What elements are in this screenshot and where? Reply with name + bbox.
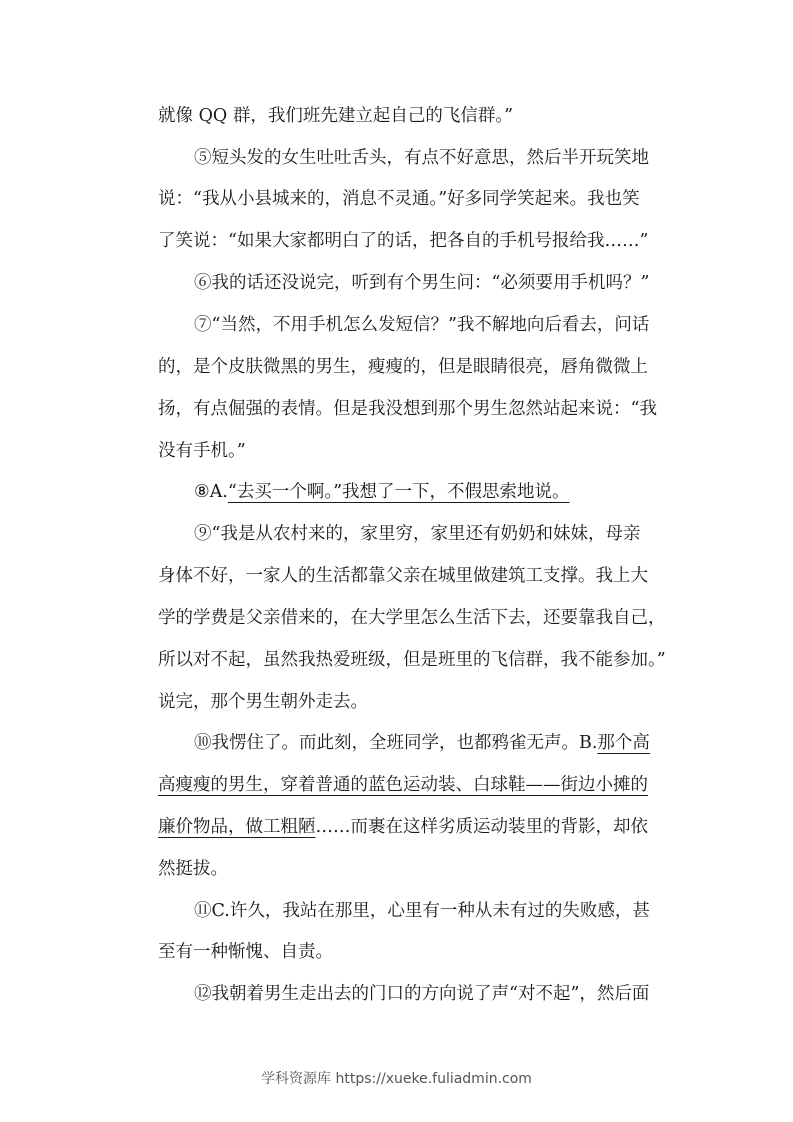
- paragraph-7-line-4: 没有手机。”: [158, 441, 246, 461]
- paragraph-9-line-3: 学的学费是父亲借来的，在大学里怎么生活下去，还要靠我自己，: [158, 608, 666, 628]
- underlined-sentence-b-start: 那个高: [597, 733, 650, 753]
- paragraph-5-line-2: 说：“我从小县城来的，消息不灵通。”好多同学笑起来。我也笑: [158, 189, 640, 209]
- paragraph-9-line-2: 身体不好，一家人的生活都靠父亲在城里做建筑工支撑。我上大: [158, 566, 648, 586]
- paragraph-10-line-4: 然挺拔。: [158, 859, 228, 879]
- paragraph-11-line-2: 至有一种惭愧、自责。: [158, 942, 333, 962]
- underlined-sentence-b-end: 廉价物品，做工粗陋: [158, 817, 316, 837]
- paragraph-10-line-1: [194, 728, 678, 758]
- paragraph-7-line-1: ⑦“当然，不用手机怎么发短信？”我不解地向后看去，问话: [194, 315, 650, 335]
- paragraph-10-continuation: ……而裹在这样劣质运动装里的背影，却依: [315, 817, 648, 837]
- paragraph-12-line-1: ⑫我朝着男生走出去的门口的方向说了声“对不起”，然后面: [194, 984, 650, 1004]
- paragraph-9-line-1: ⑨“我是从农村来的，家里穷，家里还有奶奶和妹妹，母亲: [194, 524, 641, 544]
- paragraph-7-line-3: 扬，有点倔强的表情。但是我没想到那个男生忽然站起来说：“我: [158, 399, 657, 419]
- paragraph-11-line-1: ⑪C.许久，我站在那里，心里有一种从未有过的失败感，甚: [194, 901, 650, 921]
- underlined-sentence-b-middle: 高瘦瘦的男生，穿着普通的蓝色运动装、白球鞋——街边小摊的: [158, 775, 648, 795]
- paragraph-10-text: ⑩我愣住了。而此刻，全班同学，也都鸦雀无声。B.: [194, 733, 598, 753]
- question-marker-a: ⑧A.: [194, 482, 228, 502]
- paragraph-9-line-4: 所以对不起，虽然我热爱班级，但是班里的飞信群，我不能参加。”: [158, 650, 666, 670]
- underlined-sentence-a: “去买一个啊。”我想了一下，不假思索地说。: [227, 482, 570, 502]
- paragraph-10-line-2: [158, 770, 678, 800]
- paragraph-9-line-5: 说完，那个男生朝外走去。: [158, 692, 368, 712]
- paragraph-10-line-3: [158, 812, 678, 842]
- footer-watermark: 学科资源库 https://xueke.fuliadmin.com: [261, 1071, 532, 1087]
- paragraph-5-line-3: 了笑说：“如果大家都明白了的话，把各自的手机号报给我……”: [158, 231, 649, 251]
- paragraph-4-tail-line-1: 就像 QQ 群，我们班先建立起自己的飞信群。”: [158, 106, 514, 126]
- paragraph-7-line-2: 的，是个皮肤微黑的男生，瘦瘦的，但是眼睛很亮，唇角微微上: [158, 357, 648, 377]
- paragraph-6-line-1: ⑥我的话还没说完，听到有个男生问：“必须要用手机吗？”: [194, 273, 650, 293]
- paragraph-5-line-1: ⑤短头发的女生吐吐舌头，有点不好意思，然后半开玩笑地: [194, 148, 649, 168]
- paragraph-8-line-1: [194, 477, 678, 507]
